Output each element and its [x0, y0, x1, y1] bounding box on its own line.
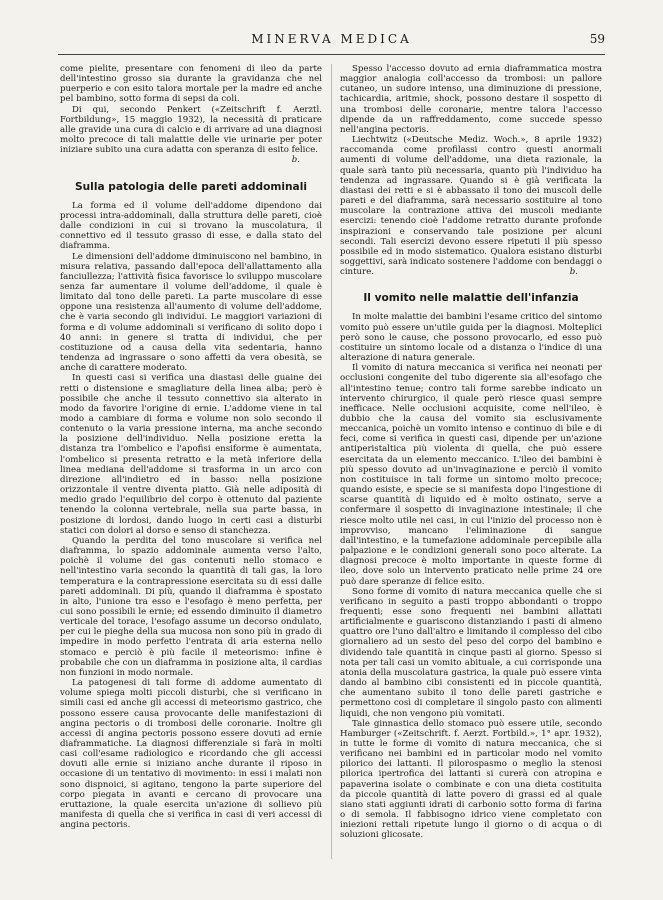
author-signature: b.	[291, 155, 300, 166]
paragraph: In questi casi si verifica una diastasi delle guaine dei retti o distensione e smagliature della linea alba; però è possibile che anche il tessuto connettivo sia alterato in modo da favorire l'origine di ernie. L'addome viene in tal modo a cambiare di forma e volume non solo secondo il contenuto o la varia pressione interna, ma anche secondo la posizione dell'individuo. Nella posizione eretta la distanza tra l'ombelico e l'apofisi ensiforme è aumentata, l'ombelico si presenta retratto e la metà inferiore della linea mediana dell'addome si trasforma in un arco con direzione all'indietro ed in basso: nella posizione orizzontale il ventre diventa piatto. Già nelle adiposità di medio grado l'equilibrio del corpo è ottenuto dal paziente tenendo la colonna vertebrale, nella sua parte bassa, in posizione di lordosi, dando luogo in certi casi a disturbi statici con dolori al dorso e senso di stanchezza.	[60, 373, 322, 536]
running-title: MINERVA MEDICA	[251, 32, 412, 46]
right-column	[340, 64, 602, 841]
paragraph: Sono forme di vomito di natura meccanica quelle che si verificano in seguito a pasti troppo abbondanti o troppo frequenti; esse sono frequenti nei bambini allattati artificialmente e guariscono distanziando i pasti di almeno quattro ore l'uno dall'altro e limitando il complesso del cibo giornaliero ad un sesto del peso del corpo del bambino e dividendo tale quantità in cinque pasti al giorno. Spesso si nota per tali casi un vomito abituale, a cui corrisponde una atonia della muscolatura gastrica, la quale può essere vinta dando al bambino cibi consistenti ed in piccole quantità, che aumentano subito il tono delle pareti gastriche e permettono così di completare il singolo pasto con alimenti liquidi, che non vengono più vomitati.	[340, 586, 602, 719]
page-number: 59	[589, 32, 605, 46]
paragraph: Di qui, secondo Penkert («Zeitschrift f. Aerztl. Fortbildung», 15 maggio 1932), la necessità di praticare alle gravide una cura di calcio e di arrivare ad una diagnosi molto precoce di tali malattie delle vie urinarie per poter iniziare subito una cura adatta con speranza di esito felice.	[60, 104, 322, 156]
author-signature: b.	[569, 267, 578, 278]
paragraph: La patogenesi di tali forme di addome aumentato di volume spiega molti piccoli disturbi, che si verificano in simili casi ed anche gli accessi di meteorismo gastrico, che possono essere causa provocante delle manifestazioni di angina pectoris o di trombosi delle coronarie. Inoltre gli accessi di angina pectoris possono essere dovuti ad ernie diaframmatiche. La diagnosi differenziale si farà in molti casi coll'esame radiologico e ricordando che gli accessi dovuti alle ernie si iniziano anche durante il riposo in occasione di un tentativo di movimento: in essi i malati non sono dispnoici, si agitano, tengono la parte superiore del corpo piegata in avanti e cercano di provocare una eruttazione, la quale esercita un'azione di sollievo più manifesta di quella che si verifica in casi di veri accessi di angina pectoris.	[60, 678, 322, 831]
paragraph: Tale ginnastica dello stomaco può essere utile, secondo Hamburger («Zeitschrift. f. Aerzt. Fortbild.», 1° apr. 1932), in tutte le forme di vomito di natura meccanica, che si verificano nei bambini ed in particolar modo nel vomito pilorico dei lattanti. Il pilorospasmo o meglio la stenosi pilorica ipertrofica dei lattanti si curerà con atropina e papaverina isolate o combinate e con una dieta costituita da piccole quantità di latte povero di grassi ed al quale siano stati aggiunti idrati di carbonio sotto forma di farina o di semola. Il fabbisogno idrico viene completato con iniezioni rettali ripetute lungo il giorno o di acqua o di soluzioni glicosate.	[340, 718, 602, 841]
paragraph-text: Liechtwitz («Deutsche Mediz. Woch.», 8 aprile 1932) raccomanda come profilassi contro questi anormali aumenti di volume dell'addome, una dieta razionale, la quale sarà tanto più necessaria, quanto più l'individuo ha tendenza ad ingrassare. Quando si è già verificata la diastasi dei retti e si è abbassato il tono dei muscoli delle pareti e del diaframma, sarà necessario sostituire al tono muscolare la contrazione attiva dei muscoli mediante esercizi: tenendo cioè l'addome retratto durante profonde inspirazioni e conservando tale posizione per alcuni secondi. Tali esercizi devono essere ripetuti il più spesso possibile ed in modo sistematico. Qualora esistano disturbi soggettivi, sarà indicato sostenere l'addome con bendaggi o cinture.	[340, 135, 602, 278]
page-header	[58, 26, 605, 55]
paragraph: Spesso l'accesso dovuto ad ernia diaframmatica mostra maggior analogia coll'accesso da trombosi: un pallore cutaneo, un sudore intenso, una diminuzione di pressione, tachicardia, aritmie, shock, possono destare il sospetto di una trombosi delle coronarie, mentre talora l'accesso dipende da un raffreddamento, come succede spesso nell'angina pectoris.	[340, 64, 602, 135]
section-heading: Il vomito nelle malattie dell'infanzia	[363, 292, 579, 305]
paragraph: La forma ed il volume dell'addome dipendono dai processi intra-addominali, dalla struttura delle pareti, cioè dalle condizioni in cui si trovano la muscolatura, il connettivo ed il tessuto grasso di esse, e dalla stato del diaframma.	[60, 200, 322, 252]
paragraph: In molte malattie dei bambini l'esame critico del sintomo vomito può essere un'utile guida per la diagnosi. Molteplici però sono le cause, che possono provocarlo, ed esso può costituire un sintomo locale od a distanza o l'indice di una alterazione di natura generale.	[340, 312, 602, 364]
left-column	[60, 64, 322, 830]
section-heading: Sulla patologia delle pareti addominali	[75, 180, 307, 193]
column-divider	[331, 64, 332, 859]
paragraph: come pielite, presentare con fenomeni di ileo da parte dell'intestino grosso sia durante la gravidanza che nel puerperio e con esito talora mortale per la madre ed anche pel bambino, sotto forma di sepsi da coli.	[60, 64, 322, 105]
paragraph	[340, 135, 602, 277]
paragraph: Le dimensioni dell'addome diminuiscono nel bambino, in misura relativa, passando dall'epoca dell'allattamento alla fanciullezza; l'attività fisica favorisce lo sviluppo muscolare senza far aumentare il volume dell'addome, il quale è limitato dal tono delle pareti. La parte muscolare di esse oppone una resistenza all'aumento di volume dell'addome, che è varia secondo gli individui. Le maggiori variazioni di forma e di volume addominali si verificano di solito dopo i 40 anni: in genere si tratta di individui, che per costituzione od a causa della vita sedentaria, hanno tendenza ad ingrassare o sono affetti da vera obesità, se anche di carattere moderato.	[60, 251, 322, 374]
paragraph: Il vomito di natura meccanica si verifica nei neonati per occlusioni congenite del tubo digerente sia all'esofago che all'intestino tenue; contro tali forme sarebbe indicato un intervento chirurgico, il quale però riesce quasi sempre inefficace. Nelle occlusioni acquisite, come nell'ileo, è dubbio che la causa del vomito sia esclusivamente meccanica, poichè un vomito intenso e continuo di bile e di feci, come si verifica in questi casi, dipende per un'azione antiperistaltica più violenta di quella, che può essere esercitata da un elemento meccanico. L'ileo dei bambini è più spesso dovuto ad un'invaginazione e perciò il vomito non costituisce in tali forme un sintomo molto precoce; quando esiste, e specie se si manifesta dopo l'ingestione di scarse quantità di liquido ed è molto ostinato, serve a confermare il sospetto di invaginazione intestinale; il che riesce molto utile nei casi, in cui l'inizio del processo non è improvviso, mancano l'eliminazione di sangue dall'intestino, e la tumefazione addominale percepibile alla palpazione e le condizioni generali sono poco alterate. La diagnosi precoce è molto importante in queste forme di ileo, dove solo un intervento praticato nelle prime 24 ore può dare speranze di felice esito.	[340, 363, 602, 587]
paragraph: Quando la perdita del tono muscolare si verifica nel diaframma, lo spazio addominale aumenta verso l'alto, poichè il volume dei gas contenuti nello stomaco e nell'intestino varia secondo la quantità di tali gas, la loro temperatura e la contrapressione esercitata su di essi dalle pareti addominali. Di più, quando il diaframma è spostato in alto, l'unione tra esso e l'esofago è meno perfetta, per cui sono possibili le ernie; ed essendo diminuito il diametro verticale del torace, l'esofago assume un decorso ondulato, per cui le pieghe della sua mucosa non sono più in grado di impedire in modo perfetto l'entrata di aria esterna nello stomaco e perciò è più facile il meteorismo: infine è probabile che con un diaframma in posizione alta, il cardias non funzioni in modo normale.	[60, 535, 322, 678]
liechtwitz-block	[340, 135, 602, 277]
